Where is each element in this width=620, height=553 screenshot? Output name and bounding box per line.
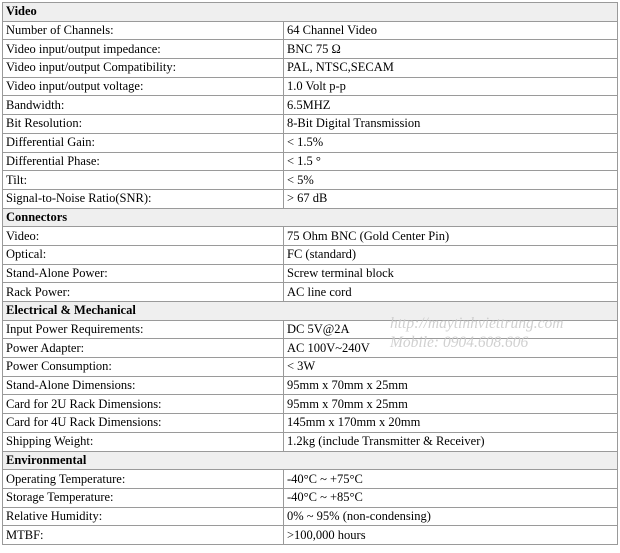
table-row — [3, 358, 618, 377]
table-row — [3, 283, 618, 302]
spec-label: Video input/output Compatibility: — [3, 59, 284, 78]
section-header-row — [3, 3, 618, 22]
spec-label: Stand-Alone Dimensions: — [3, 376, 284, 395]
spec-value: PAL, NTSC,SECAM — [284, 59, 618, 78]
table-row — [3, 171, 618, 190]
spec-label: Number of Channels: — [3, 21, 284, 40]
spec-value: 75 Ohm BNC (Gold Center Pin) — [284, 227, 618, 246]
table-row — [3, 133, 618, 152]
table-row — [3, 40, 618, 59]
spec-label: Rack Power: — [3, 283, 284, 302]
spec-table-body — [3, 3, 618, 545]
table-row — [3, 21, 618, 40]
spec-label: MTBF: — [3, 526, 284, 545]
spec-value: AC 100V~240V — [284, 339, 618, 358]
spec-value: 95mm x 70mm x 25mm — [284, 376, 618, 395]
spec-label: Signal-to-Noise Ratio(SNR): — [3, 189, 284, 208]
section-title: Electrical & Mechanical — [3, 302, 618, 321]
spec-label: Bit Resolution: — [3, 115, 284, 134]
spec-value: DC 5V@2A — [284, 320, 618, 339]
spec-label: Power Consumption: — [3, 358, 284, 377]
spec-label: Card for 2U Rack Dimensions: — [3, 395, 284, 414]
section-title: Environmental — [3, 451, 618, 470]
spec-label: Video: — [3, 227, 284, 246]
section-header-row — [3, 302, 618, 321]
spec-label: Operating Temperature: — [3, 470, 284, 489]
table-row — [3, 376, 618, 395]
spec-label: Power Adapter: — [3, 339, 284, 358]
spec-value: < 3W — [284, 358, 618, 377]
spec-label: Input Power Requirements: — [3, 320, 284, 339]
spec-label: Stand-Alone Power: — [3, 264, 284, 283]
table-row — [3, 189, 618, 208]
table-row — [3, 339, 618, 358]
table-row — [3, 395, 618, 414]
spec-value: 1.0 Volt p-p — [284, 77, 618, 96]
spec-value: 6.5MHZ — [284, 96, 618, 115]
spec-value: 95mm x 70mm x 25mm — [284, 395, 618, 414]
table-row — [3, 152, 618, 171]
spec-value: < 1.5% — [284, 133, 618, 152]
spec-value: > 67 dB — [284, 189, 618, 208]
spec-table — [2, 2, 618, 545]
table-row — [3, 77, 618, 96]
spec-label: Differential Phase: — [3, 152, 284, 171]
spec-label: Video input/output impedance: — [3, 40, 284, 59]
table-row — [3, 470, 618, 489]
table-row — [3, 227, 618, 246]
table-row — [3, 115, 618, 134]
spec-value: >100,000 hours — [284, 526, 618, 545]
spec-value: < 1.5 ° — [284, 152, 618, 171]
spec-label: Card for 4U Rack Dimensions: — [3, 414, 284, 433]
table-row — [3, 414, 618, 433]
spec-label: Shipping Weight: — [3, 432, 284, 451]
table-row — [3, 59, 618, 78]
spec-value: < 5% — [284, 171, 618, 190]
spec-value: FC (standard) — [284, 245, 618, 264]
spec-label: Tilt: — [3, 171, 284, 190]
spec-label: Optical: — [3, 245, 284, 264]
spec-value: -40°C ~ +75°C — [284, 470, 618, 489]
watermark-phone: Mobile: 0904.608.606 — [390, 334, 529, 351]
spec-value: -40°C ~ +85°C — [284, 488, 618, 507]
watermark-url: http://maytinhviettrung.com — [390, 315, 564, 332]
section-header-row — [3, 208, 618, 227]
spec-label: Differential Gain: — [3, 133, 284, 152]
table-row — [3, 488, 618, 507]
spec-value: 64 Channel Video — [284, 21, 618, 40]
table-row — [3, 264, 618, 283]
spec-value: 8-Bit Digital Transmission — [284, 115, 618, 134]
table-row — [3, 432, 618, 451]
section-title: Connectors — [3, 208, 618, 227]
spec-value: Screw terminal block — [284, 264, 618, 283]
table-row — [3, 245, 618, 264]
spec-label: Relative Humidity: — [3, 507, 284, 526]
section-header-row — [3, 451, 618, 470]
table-row — [3, 96, 618, 115]
table-row — [3, 507, 618, 526]
spec-value: BNC 75 Ω — [284, 40, 618, 59]
spec-value: 1.2kg (include Transmitter & Receiver) — [284, 432, 618, 451]
spec-value: 0% ~ 95% (non-condensing) — [284, 507, 618, 526]
spec-label: Bandwidth: — [3, 96, 284, 115]
table-row — [3, 320, 618, 339]
spec-value: 145mm x 170mm x 20mm — [284, 414, 618, 433]
table-row — [3, 526, 618, 545]
spec-label: Video input/output voltage: — [3, 77, 284, 96]
spec-value: AC line cord — [284, 283, 618, 302]
section-title: Video — [3, 3, 618, 22]
spec-label: Storage Temperature: — [3, 488, 284, 507]
